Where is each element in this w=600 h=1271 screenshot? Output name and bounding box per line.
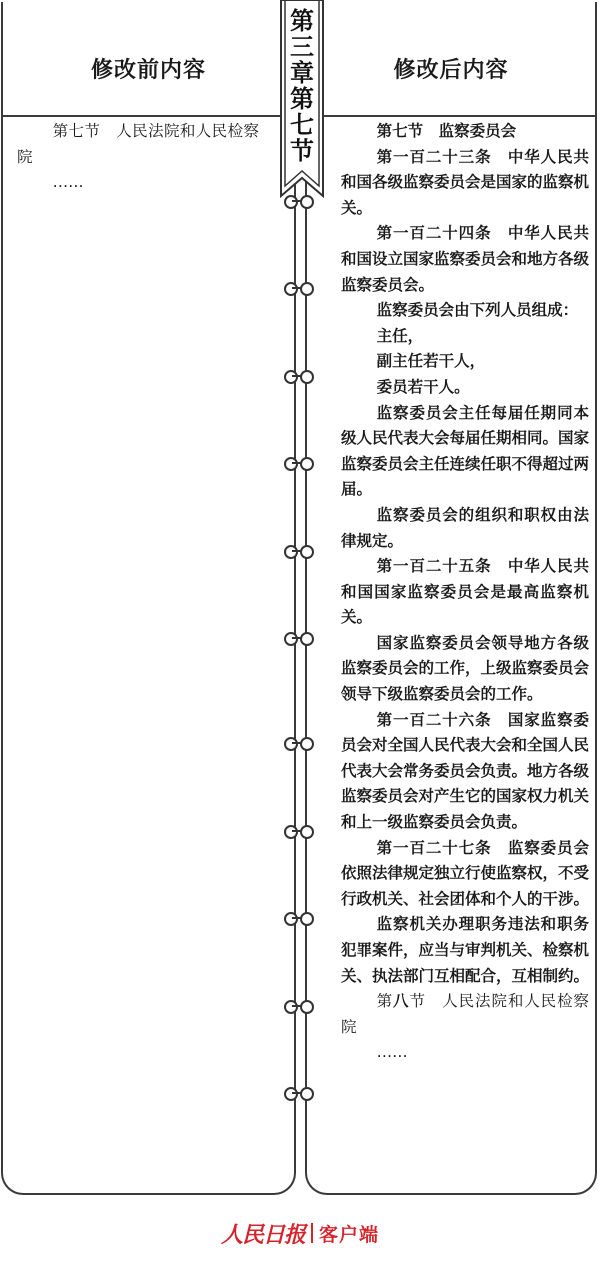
after-paragraph: 委员若干人。 xyxy=(376,377,470,396)
before-title: 修改前内容 xyxy=(90,58,206,83)
binder-ring-icon xyxy=(284,912,318,924)
before-paragraph: 第七节 人民法院和人民检察院 xyxy=(17,122,259,166)
tail-highlight: 八 xyxy=(393,992,410,1011)
before-content xyxy=(17,119,259,196)
binder-ring-icon xyxy=(284,737,318,749)
binder-ring-icon xyxy=(284,825,318,837)
after-paragraph: 第一百二十七条 监察委员会依照法律规定独立行使监察权，不受行政机关、社会团体和个人的干涉。 xyxy=(341,838,590,908)
after-paragraph: 监察委员会主任每届任期同本级人民代表大会每届任期相同。国家监察委员会主任连续任职不得超过两届。 xyxy=(341,403,590,499)
tail-prefix: 第 xyxy=(376,992,394,1011)
after-ellipsis: …… xyxy=(376,1043,408,1062)
binder-ring-icon xyxy=(284,370,318,382)
after-paragraph: 第七节 监察委员会 xyxy=(376,122,517,140)
binder-ring-icon xyxy=(284,545,318,557)
binder-ring-icon xyxy=(284,1087,318,1099)
footer-logo xyxy=(0,1218,600,1248)
before-header xyxy=(3,2,294,117)
after-tail-section xyxy=(341,989,589,1040)
after-title: 修改后内容 xyxy=(393,58,509,83)
before-panel xyxy=(1,2,296,1195)
after-paragraph: 监察机关办理职务违法和职务犯罪案件，应当与审判机关、检察机关、执法部门互相配合，互相制约。 xyxy=(341,915,590,985)
after-content xyxy=(341,119,589,1066)
chapter-bookmark xyxy=(279,0,325,198)
brand-app-label: 客户端 xyxy=(319,1223,380,1246)
after-paragraph: 第一百二十四条 中华人民共和国设立国家监察委员会和地方各级监察委员会。 xyxy=(341,224,590,294)
logo-divider xyxy=(311,1223,313,1243)
after-paragraph: 副主任若干人， xyxy=(376,352,486,371)
before-ellipsis: …… xyxy=(52,173,84,192)
binder-ring-icon xyxy=(284,457,318,469)
after-paragraph: 监察委员会由下列人员组成： xyxy=(376,301,579,320)
after-paragraph: 监察委员会的组织和职权由法律规定。 xyxy=(341,505,589,550)
after-paragraph: 第一百二十三条 中华人民共和国各级监察委员会是国家的监察机关。 xyxy=(341,147,590,217)
after-paragraph: 第一百二十五条 中华人民共和国国家监察委员会是最高监察机关。 xyxy=(341,557,589,627)
binder-ring-icon xyxy=(284,632,318,644)
after-panel xyxy=(305,2,597,1195)
binder-ring-icon xyxy=(284,1000,318,1012)
after-paragraph: 第一百二十六条 国家监察委员会对全国人民代表大会和全国人民代表大会常务委员会负责。地方各级监察委员会对产生它的国家权力机关和上一级监察委员会负责。 xyxy=(341,710,590,832)
after-paragraph: 主任， xyxy=(376,326,424,345)
brand-logo: 人民日报 xyxy=(220,1221,305,1248)
binder-ring-icon xyxy=(284,282,318,294)
binder-spine xyxy=(288,185,302,1195)
tail-rest: 节 人民法院和人民检察院 xyxy=(341,992,589,1036)
bookmark-label: 第三章第七节 xyxy=(290,7,314,165)
after-header xyxy=(307,2,595,117)
after-paragraph: 国家监察委员会领导地方各级监察委员会的工作，上级监察委员会领导下级监察委员会的工作。 xyxy=(341,633,590,704)
